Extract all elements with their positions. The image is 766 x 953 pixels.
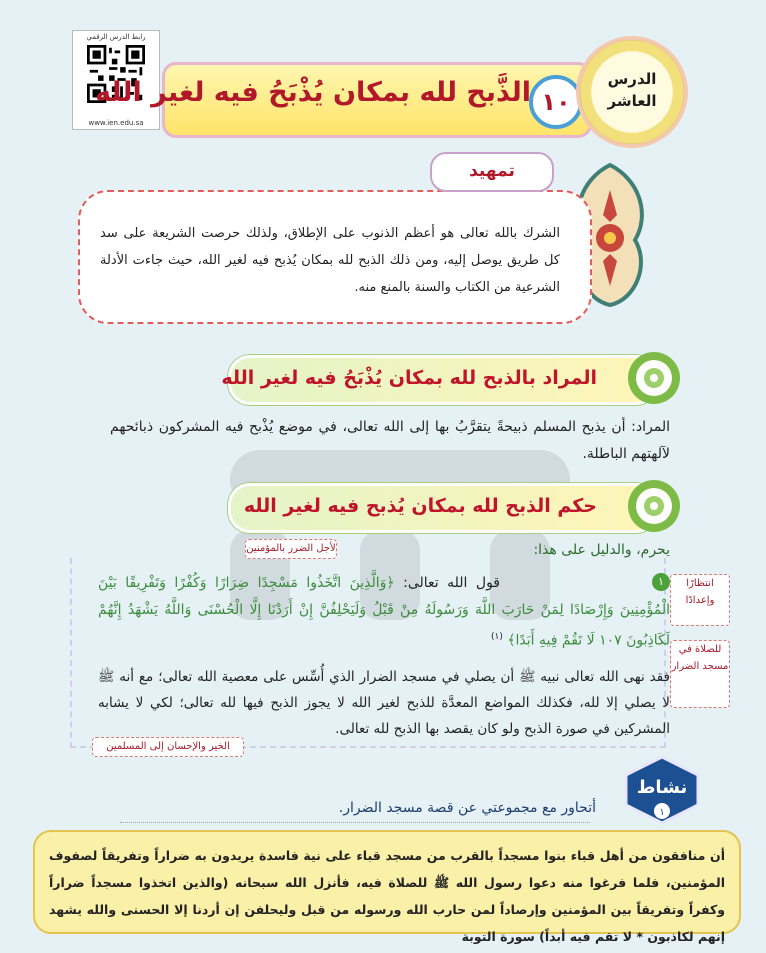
activity-badge: [616, 755, 708, 825]
section-header-ruling: [228, 483, 658, 533]
evidence-intro: يحرم، والدليل على هذا:: [533, 542, 670, 558]
activity-text: أتحاور مع مجموعتي عن قصة مسجد الضرار.: [338, 800, 596, 816]
lesson-label-line1: الدرس: [607, 70, 657, 88]
intro-box: [78, 190, 592, 324]
evidence-explanation: فقد نهى الله تعالى نبيه ﷺ أن يصلي في مسجد الضرار الذي أُسِّس على معصية الله تعالى؛ مع أنه ﷺ لا يصلي إلا لله، فكذلك المواضع المعدَّة للذبح لغير الله لا يجوز الذبح فيها لله تعالى؛ لكي لا يشابه المشركين في صورة الذبح ولو كان يقصد بها الذبح لله تعالى.: [98, 669, 670, 737]
activity-badge-label: نشاط: [636, 777, 688, 798]
side-note-waiting: انتظارًا وإعدادًا: [670, 574, 730, 626]
flower-icon: [625, 477, 683, 535]
activity-number: ١: [659, 807, 665, 818]
margin-note-harm: لأجل الضرر بالمؤمنين: [245, 539, 337, 559]
qr-url: www.ien.edu.sa: [88, 119, 144, 127]
lesson-title: الذَّبح لله بمكان يُذْبَحُ فيه لغير الله: [94, 77, 531, 108]
section-header-meaning: [221, 355, 658, 405]
meaning-paragraph: المراد: أن يذبح المسلم ذبيحةً يتقرَّبُ بها إلى الله تعالى، في موضع يُذْبح فيه المشركون ذبائحهم لآلهتهم الباطلة.: [110, 419, 670, 462]
margin-note-good: الخير والإحسان إلى المسلمين: [92, 737, 244, 757]
activity-answer: أن منافقون من أهل قباء بنوا مسجداً بالقرب من مسجد قباء على نية فاسدة يريدون به ضراراً وتفريقاً لصفوف المؤمنين، فلما فرغوا منه دعوا رسول الله ﷺ للصلاة فيه، فأنزل الله سبحانه (والذين اتخذوا مسجداً ضراراً وكفراً وتفريقاً بين المؤمنين وإرصاداً لمن حارب الله ورسوله من قبل وليحلفن إن أردنا إلا الحسنى والله يشهد إنهم لكاذبون * لا تقم فيه أبداً) سورة التوبة: [49, 848, 725, 944]
verse-text: ﴿وَالَّذِينَ اتَّخَذُوا مَسْجِدًا ضِرَارًا وَكُفْرًا وَتَفْرِيقًا بَيْنَ الْمُؤْمِنِينَ وَإِرْصَادًا لِمَنْ حَارَبَ اللَّهَ وَرَسُولَهُ مِنْ قَبْلُ وَلَيَحْلِفُنَّ إِنْ أَرَدْنَا إِلَّا الْحُسْنَى وَاللَّهُ يَشْهَدُ إِنَّهُمْ لَكَاذِبُونَ ١٠٧ لَا تَقُمْ فِيهِ أَبَدًا﴾: [98, 575, 670, 649]
evidence-lead: قول الله تعالى:: [403, 575, 500, 591]
footnote-mark: (١): [491, 632, 503, 642]
quran-verse: [98, 570, 670, 655]
intro-text: الشرك بالله تعالى هو أعظم الذنوب على الإطلاق، ولذلك حرصت الشريعة على سد كل طريق يوصل إليه، ومن ذلك الذبح لله بمكان يُذبح فيه لغير الله، حيث جاءت الأدلة الشرعية من الكتاب والسنة بالمنع منه.: [100, 226, 560, 295]
section-title: المراد بالذبح لله بمكان يُذْبَحُ فيه لغير الله: [221, 367, 597, 389]
lesson-label-line2: العاشر: [607, 92, 657, 110]
evidence-number: ١: [652, 573, 670, 591]
activity-answer-box: [33, 830, 741, 944]
section-title: حكم الذبح لله بمكان يُذبح فيه لغير الله: [243, 495, 597, 517]
intro-tab: تمهيد: [430, 152, 554, 192]
side-note-prayer: للصلاة في مسجد الضرار: [670, 640, 730, 708]
lesson-label-circle: [580, 40, 684, 144]
lesson-number: ١٠: [529, 75, 583, 129]
qr-caption: رابط الدرس الرقمي: [86, 33, 146, 41]
flower-icon: [625, 349, 683, 407]
activity-answer-line: [120, 822, 590, 823]
